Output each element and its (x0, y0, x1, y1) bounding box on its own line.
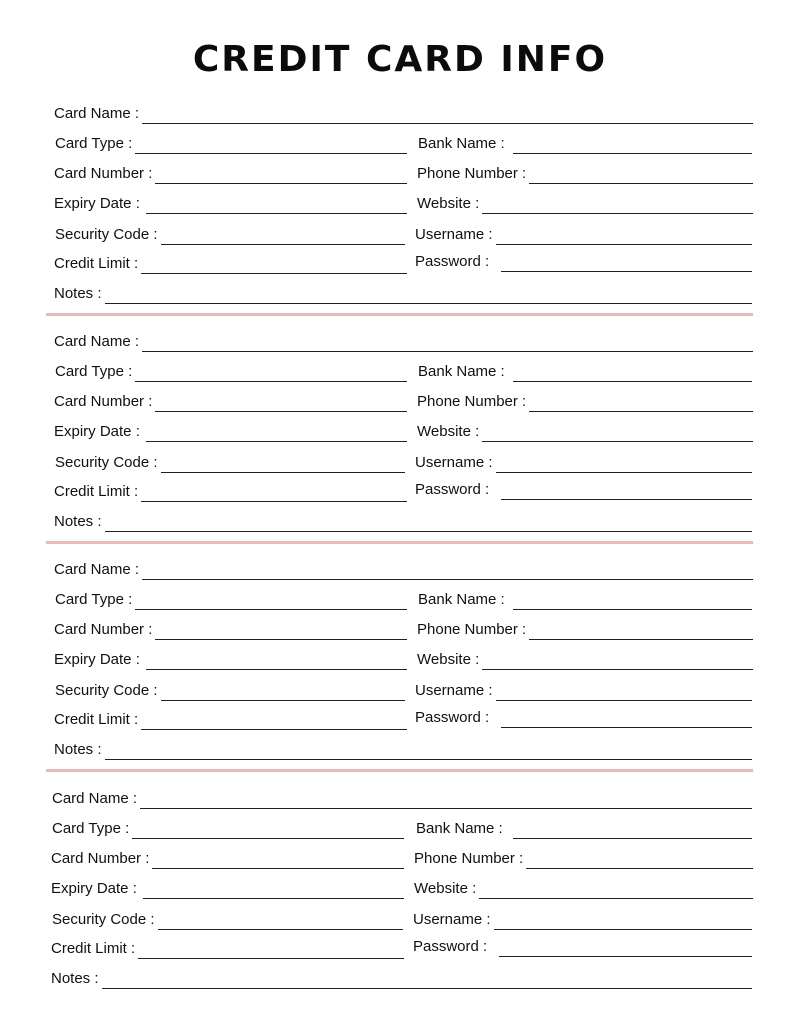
expiry-date-line[interactable] (146, 651, 407, 670)
card-type-line[interactable] (135, 363, 407, 382)
username-label: Username : (415, 682, 493, 699)
bank-name-row[interactable] (416, 817, 752, 839)
card-name-label: Card Name : (54, 561, 140, 578)
notes-row[interactable] (51, 967, 752, 989)
website-row[interactable] (414, 877, 753, 899)
bank-name-label: Bank Name : (418, 363, 505, 380)
card-block-4 (0, 785, 800, 990)
card-type-label: Card Type : (55, 135, 133, 152)
expiry-date-line[interactable] (146, 423, 407, 442)
credit-limit-row[interactable] (51, 937, 404, 959)
card-block-1 (0, 100, 800, 305)
card-number-row[interactable] (54, 618, 407, 640)
phone-number-row[interactable] (417, 162, 753, 184)
phone-number-label: Phone Number : (414, 850, 524, 867)
card-type-label: Card Type : (55, 591, 133, 608)
card-name-label: Card Name : (52, 790, 138, 807)
card-type-row[interactable] (55, 588, 407, 610)
credit-limit-line[interactable] (141, 255, 407, 274)
bank-name-line[interactable] (513, 135, 752, 154)
username-label: Username : (415, 454, 493, 471)
website-line[interactable] (482, 195, 753, 214)
phone-number-label: Phone Number : (417, 165, 527, 182)
website-label: Website : (417, 651, 480, 668)
password-row[interactable] (415, 706, 752, 728)
security-code-label: Security Code : (55, 226, 158, 243)
password-label: Password : (415, 709, 490, 726)
website-label: Website : (417, 423, 480, 440)
card-name-row[interactable] (54, 102, 753, 124)
notes-line[interactable] (105, 741, 752, 760)
card-name-label: Card Name : (54, 105, 140, 122)
card-number-line[interactable] (155, 165, 407, 184)
card-type-row[interactable] (55, 360, 407, 382)
password-line[interactable] (501, 709, 752, 728)
bank-name-row[interactable] (418, 360, 752, 382)
card-number-line[interactable] (155, 621, 407, 640)
expiry-date-row[interactable] (54, 420, 407, 442)
notes-label: Notes : (54, 285, 102, 302)
bank-name-label: Bank Name : (418, 135, 505, 152)
card-type-line[interactable] (135, 135, 407, 154)
phone-number-row[interactable] (417, 390, 753, 412)
username-row[interactable] (415, 679, 752, 701)
card-number-row[interactable] (54, 390, 407, 412)
card-number-line[interactable] (152, 850, 404, 869)
section-separator (46, 769, 753, 772)
card-name-line[interactable] (140, 790, 752, 809)
security-code-line[interactable] (158, 911, 403, 930)
notes-line[interactable] (105, 513, 752, 532)
username-row[interactable] (413, 908, 752, 930)
credit-limit-row[interactable] (54, 252, 407, 274)
bank-name-line[interactable] (513, 363, 752, 382)
password-line[interactable] (501, 253, 752, 272)
expiry-date-row[interactable] (54, 648, 407, 670)
credit-limit-label: Credit Limit : (51, 940, 136, 957)
notes-row[interactable] (54, 282, 752, 304)
security-code-row[interactable] (55, 223, 405, 245)
bank-name-line[interactable] (513, 591, 752, 610)
notes-row[interactable] (54, 510, 752, 532)
card-type-line[interactable] (132, 820, 404, 839)
bank-name-label: Bank Name : (416, 820, 503, 837)
password-line[interactable] (499, 938, 752, 957)
card-number-row[interactable] (54, 162, 407, 184)
username-line[interactable] (496, 682, 752, 701)
username-label: Username : (415, 226, 493, 243)
security-code-label: Security Code : (55, 682, 158, 699)
credit-limit-line[interactable] (141, 483, 407, 502)
card-name-label: Card Name : (54, 333, 140, 350)
security-code-line[interactable] (161, 226, 405, 245)
credit-limit-line[interactable] (141, 711, 407, 730)
card-type-row[interactable] (52, 817, 404, 839)
notes-label: Notes : (54, 741, 102, 758)
credit-limit-label: Credit Limit : (54, 483, 139, 500)
card-number-label: Card Number : (54, 165, 153, 182)
username-line[interactable] (496, 226, 752, 245)
bank-name-label: Bank Name : (418, 591, 505, 608)
security-code-line[interactable] (161, 682, 405, 701)
card-number-label: Card Number : (54, 393, 153, 410)
bank-name-row[interactable] (418, 132, 752, 154)
page-title: CREDIT CARD INFO (192, 39, 608, 80)
phone-number-line[interactable] (529, 165, 753, 184)
password-row[interactable] (415, 478, 752, 500)
security-code-label: Security Code : (55, 454, 158, 471)
phone-number-row[interactable] (417, 618, 753, 640)
expiry-date-row[interactable] (51, 877, 404, 899)
card-name-line[interactable] (142, 561, 753, 580)
username-row[interactable] (415, 223, 752, 245)
card-type-label: Card Type : (55, 363, 133, 380)
bank-name-row[interactable] (418, 588, 752, 610)
phone-number-line[interactable] (529, 621, 753, 640)
password-label: Password : (415, 253, 490, 270)
phone-number-label: Phone Number : (417, 621, 527, 638)
password-row[interactable] (413, 935, 752, 957)
website-line[interactable] (482, 651, 753, 670)
website-label: Website : (417, 195, 480, 212)
expiry-date-label: Expiry Date : (54, 651, 140, 668)
section-separator (46, 313, 753, 316)
credit-limit-row[interactable] (54, 480, 407, 502)
expiry-date-label: Expiry Date : (51, 880, 137, 897)
phone-number-line[interactable] (526, 850, 753, 869)
password-label: Password : (415, 481, 490, 498)
notes-label: Notes : (51, 970, 99, 987)
security-code-row[interactable] (52, 908, 403, 930)
notes-line[interactable] (102, 970, 752, 989)
card-number-row[interactable] (51, 847, 404, 869)
card-type-row[interactable] (55, 132, 407, 154)
username-label: Username : (413, 911, 491, 928)
expiry-date-label: Expiry Date : (54, 423, 140, 440)
phone-number-line[interactable] (529, 393, 753, 412)
card-type-line[interactable] (135, 591, 407, 610)
card-block-2 (0, 328, 800, 533)
credit-limit-row[interactable] (54, 708, 407, 730)
security-code-row[interactable] (55, 679, 405, 701)
password-line[interactable] (501, 481, 752, 500)
card-number-label: Card Number : (54, 621, 153, 638)
security-code-line[interactable] (161, 454, 405, 473)
password-row[interactable] (415, 250, 752, 272)
card-number-line[interactable] (155, 393, 407, 412)
phone-number-row[interactable] (414, 847, 753, 869)
credit-limit-line[interactable] (138, 940, 404, 959)
card-block-3 (0, 556, 800, 761)
website-label: Website : (414, 880, 477, 897)
website-row[interactable] (417, 648, 753, 670)
credit-limit-label: Credit Limit : (54, 255, 139, 272)
username-row[interactable] (415, 451, 752, 473)
card-type-label: Card Type : (52, 820, 130, 837)
username-line[interactable] (496, 454, 752, 473)
notes-row[interactable] (54, 738, 752, 760)
card-name-row[interactable] (54, 558, 753, 580)
notes-line[interactable] (105, 285, 752, 304)
security-code-label: Security Code : (52, 911, 155, 928)
website-row[interactable] (417, 192, 753, 214)
expiry-date-line[interactable] (143, 880, 404, 899)
website-line[interactable] (482, 423, 753, 442)
password-label: Password : (413, 938, 488, 955)
expiry-date-line[interactable] (146, 195, 407, 214)
username-line[interactable] (494, 911, 752, 930)
card-name-row[interactable] (54, 330, 753, 352)
card-number-label: Card Number : (51, 850, 150, 867)
card-name-row[interactable] (52, 787, 752, 809)
section-separator (46, 541, 753, 544)
expiry-date-row[interactable] (54, 192, 407, 214)
website-line[interactable] (479, 880, 753, 899)
security-code-row[interactable] (55, 451, 405, 473)
credit-limit-label: Credit Limit : (54, 711, 139, 728)
notes-label: Notes : (54, 513, 102, 530)
card-name-line[interactable] (142, 333, 753, 352)
bank-name-line[interactable] (513, 820, 752, 839)
website-row[interactable] (417, 420, 753, 442)
card-name-line[interactable] (142, 105, 753, 124)
phone-number-label: Phone Number : (417, 393, 527, 410)
expiry-date-label: Expiry Date : (54, 195, 140, 212)
